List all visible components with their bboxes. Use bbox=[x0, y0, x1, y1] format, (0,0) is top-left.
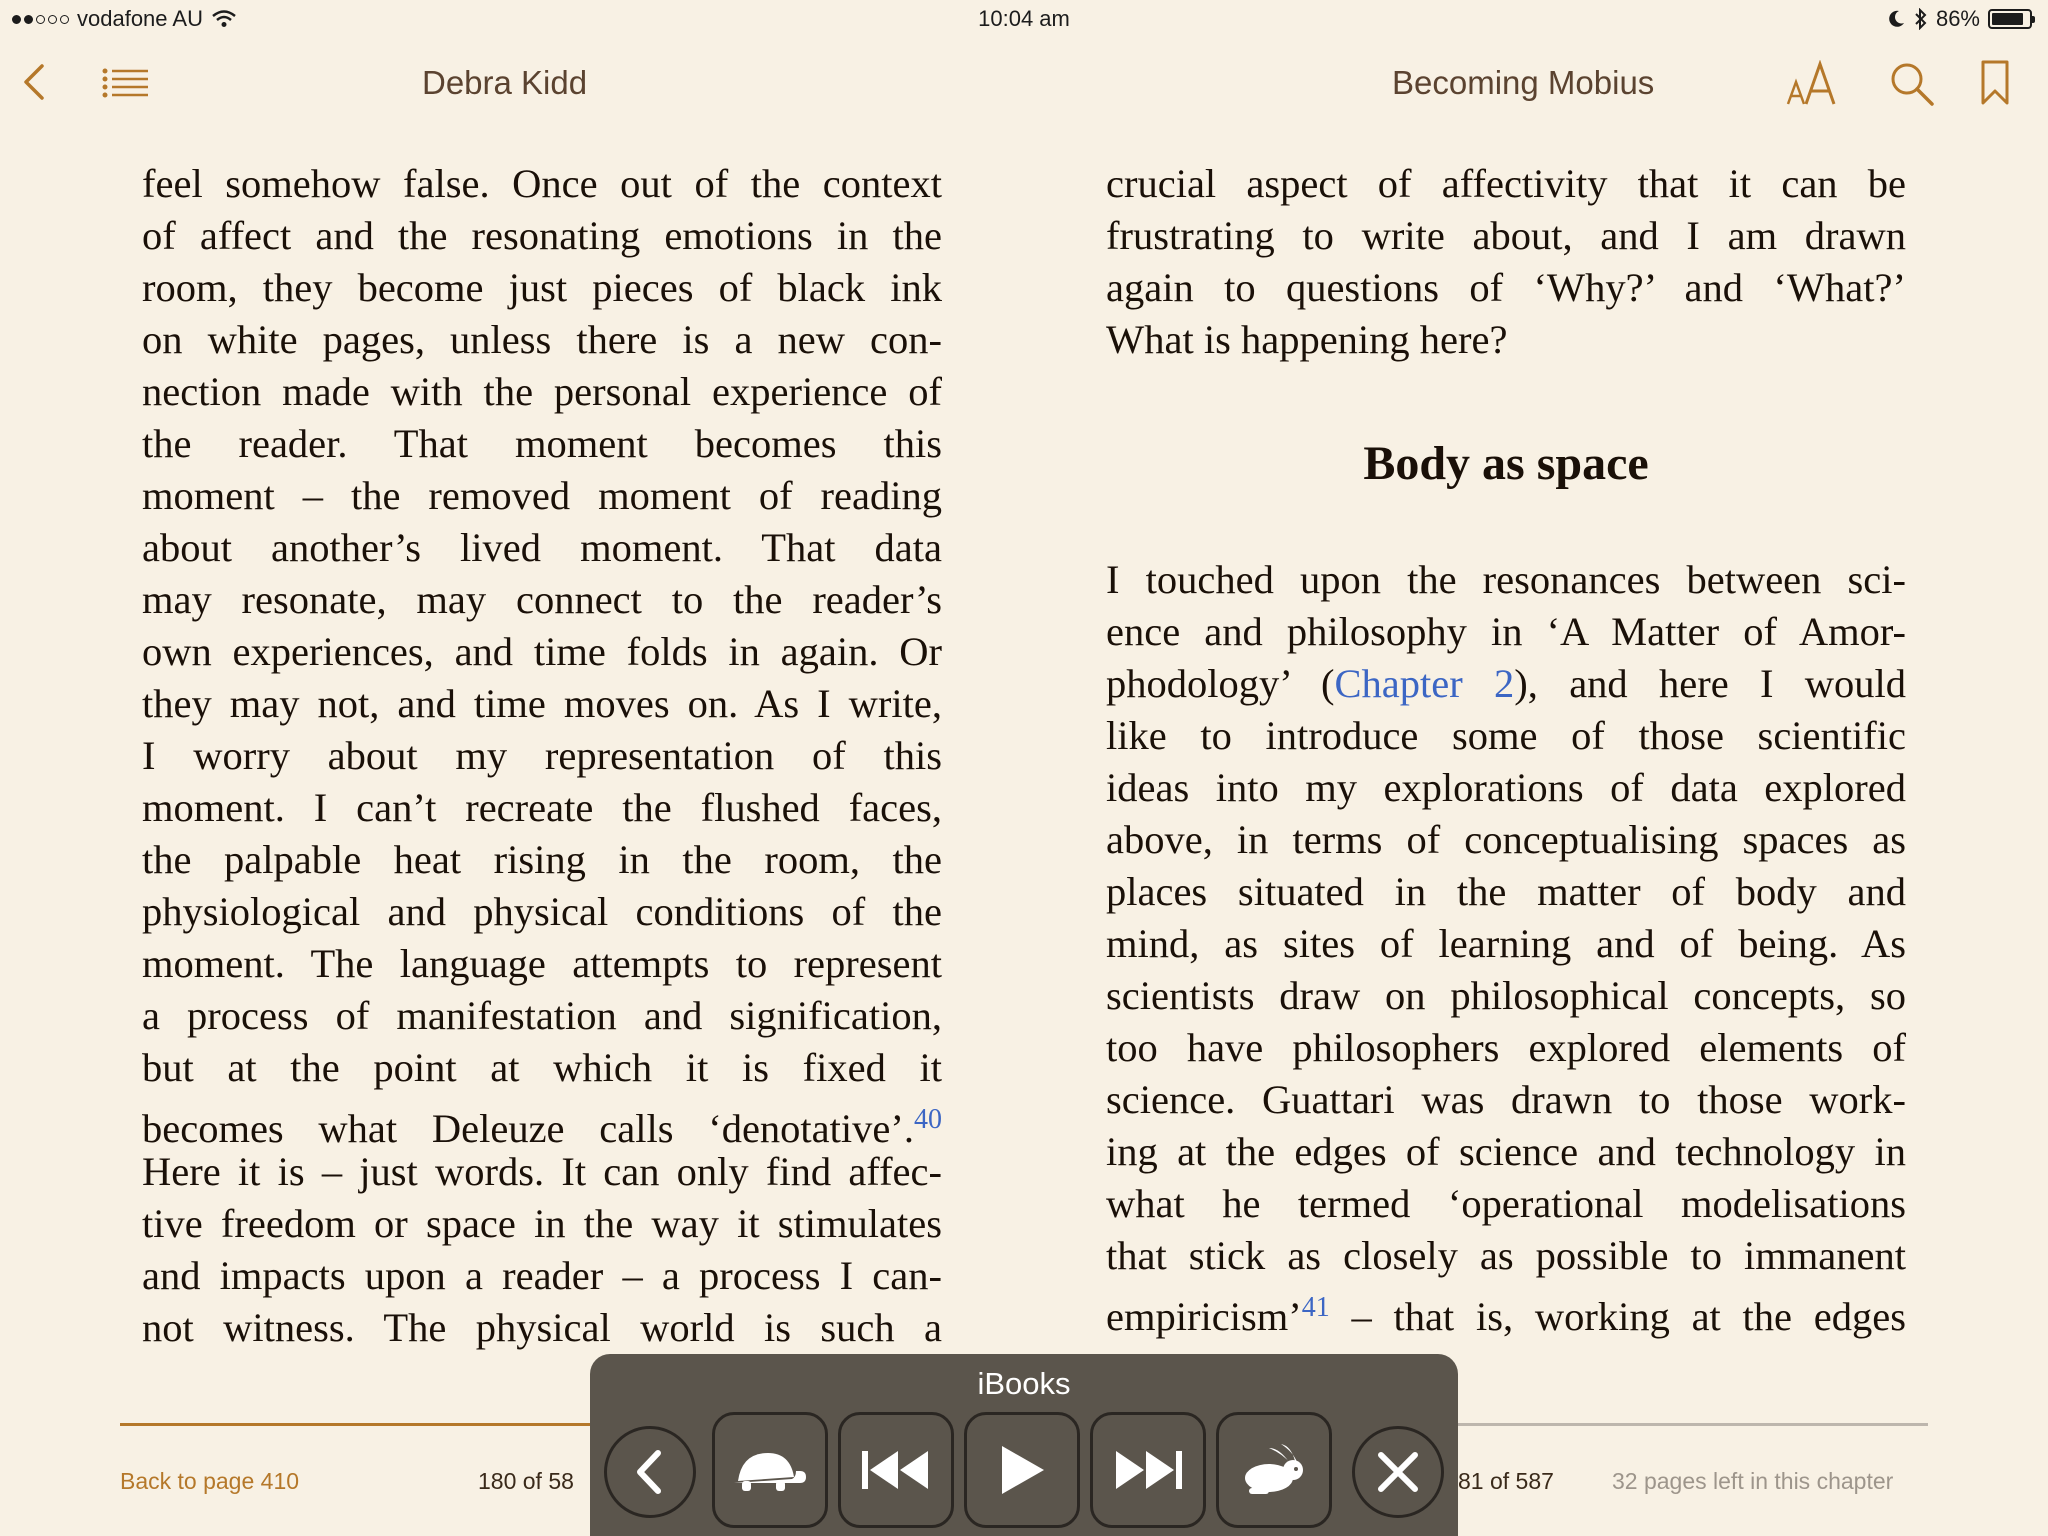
text-line: Here it is – just words. It can only find affec- bbox=[142, 1149, 942, 1194]
text-line: phodology’ (Chapter 2), and here I would bbox=[1106, 661, 1906, 706]
back-chevron-icon[interactable] bbox=[22, 62, 46, 107]
reading-progress-bar[interactable] bbox=[120, 1423, 590, 1426]
text-line: like to introduce some of those scientific bbox=[1106, 713, 1906, 758]
text-line: I worry about my representation of this bbox=[142, 733, 942, 778]
font-size-icon[interactable] bbox=[1786, 60, 1838, 111]
text-line: physiological and physical conditions of the bbox=[142, 889, 942, 934]
slower-button[interactable] bbox=[712, 1412, 828, 1528]
table-of-contents-icon[interactable] bbox=[102, 68, 148, 103]
text-line: the palpable heat rising in the room, the bbox=[142, 837, 942, 882]
text-line: becomes what Deleuze calls ‘denotative’.$^{40}$ bbox=[142, 1104, 942, 1151]
right-page-number: 81 of 587 bbox=[1458, 1468, 1554, 1494]
text-line: moment. The language attempts to represent bbox=[142, 941, 942, 986]
bookmark-icon[interactable] bbox=[1980, 60, 2010, 111]
do-not-disturb-moon-icon bbox=[1886, 9, 1906, 29]
text-line: the reader. That moment becomes this bbox=[142, 421, 942, 466]
play-button[interactable] bbox=[964, 1412, 1080, 1528]
text-line: crucial aspect of affectivity that it can be bbox=[1106, 161, 1906, 206]
status-time: 10:04 am bbox=[978, 6, 1070, 31]
back-button[interactable] bbox=[604, 1426, 696, 1518]
text-line: tive freedom or space in the way it stimulates bbox=[142, 1201, 942, 1246]
back-icon bbox=[630, 1447, 670, 1497]
reading-progress-track[interactable] bbox=[1458, 1423, 1928, 1426]
chapter-2-link[interactable]: Chapter 2 bbox=[1334, 661, 1515, 706]
text-line: that stick as closely as possible to immanent bbox=[1106, 1233, 1906, 1278]
text-line: what he termed ‘operational modelisations bbox=[1106, 1181, 1906, 1226]
text-line: again to questions of ‘Why?’ and ‘What?’ bbox=[1106, 265, 1906, 310]
skip-forward-icon bbox=[1112, 1449, 1184, 1491]
text-line: they may not, and time moves on. As I write, bbox=[142, 681, 942, 726]
footnote-40-link[interactable]: 40 bbox=[914, 1104, 942, 1135]
text-line: What is happening here? bbox=[1106, 317, 1508, 362]
text-line: ence and philosophy in ‘A Matter of Amor- bbox=[1106, 609, 1906, 654]
text-line: science. Guattari was drawn to those work- bbox=[1106, 1077, 1906, 1122]
search-icon[interactable] bbox=[1890, 62, 1934, 111]
text-line: moment. I can’t recreate the flushed faces, bbox=[142, 785, 942, 830]
text-line: frustrating to write about, and I am drawn bbox=[1106, 213, 1906, 258]
text-line: own experiences, and time folds in again. Or bbox=[142, 629, 942, 674]
close-button[interactable] bbox=[1352, 1426, 1444, 1518]
fast-hare-icon bbox=[1239, 1444, 1309, 1496]
close-icon bbox=[1375, 1449, 1421, 1495]
text-line: not witness. The physical world is such a bbox=[142, 1305, 942, 1350]
text-line: of affect and the resonating emotions in the bbox=[142, 213, 942, 258]
text-line: places situated in the matter of body and bbox=[1106, 869, 1906, 914]
pages-left-label: 32 pages left in this chapter bbox=[1612, 1468, 1894, 1494]
text-line: scientists draw on philosophical concepts, so bbox=[1106, 973, 1906, 1018]
text-line: but at the point at which it is fixed it bbox=[142, 1045, 942, 1090]
battery-icon bbox=[1988, 9, 2032, 29]
text-line: room, they become just pieces of black ink bbox=[142, 265, 942, 310]
left-page-number: 180 of 58 bbox=[478, 1468, 574, 1494]
battery-percent: 86% bbox=[1935, 6, 1980, 31]
footnote-41-link[interactable]: 41 bbox=[1301, 1292, 1330, 1323]
reader-toolbar bbox=[0, 40, 2048, 130]
author-title: Debra Kidd bbox=[422, 64, 588, 101]
text-line: ideas into my explorations of data explored bbox=[1106, 765, 1906, 810]
text-line: moment – the removed moment of reading bbox=[142, 473, 942, 518]
text-line: a process of manifestation and signification, bbox=[142, 993, 942, 1038]
text-line: I touched upon the resonances between sci- bbox=[1106, 557, 1906, 602]
faster-button[interactable] bbox=[1216, 1412, 1332, 1528]
right-page bbox=[1106, 158, 1906, 1339]
text-line: about another’s lived moment. That data bbox=[142, 525, 942, 570]
carrier-label: vodafone AU bbox=[77, 6, 203, 31]
text-line: mind, as sites of learning and of being. As bbox=[1106, 921, 1906, 966]
text-line: feel somehow false. Once out of the context bbox=[142, 161, 942, 206]
text-line: and impacts upon a reader – a process I can- bbox=[142, 1253, 942, 1298]
text-line: too have philosophers explored elements of bbox=[1106, 1025, 1906, 1070]
back-to-page-link[interactable]: Back to page 410 bbox=[120, 1468, 300, 1494]
left-page bbox=[142, 158, 942, 1354]
skip-back-button[interactable] bbox=[838, 1412, 954, 1528]
status-bar bbox=[0, 0, 2048, 40]
text-line: on white pages, unless there is a new con- bbox=[142, 317, 942, 362]
skip-back-icon bbox=[860, 1449, 932, 1491]
text-line: ing at the edges of science and technology in bbox=[1106, 1129, 1906, 1174]
skip-forward-button[interactable] bbox=[1090, 1412, 1206, 1528]
ibooks-audio-controls bbox=[590, 1354, 1458, 1536]
text-line: empiricism’$^{41}$ – that is, working at the edges bbox=[1106, 1292, 1906, 1339]
section-heading: Body as space bbox=[1363, 437, 1649, 490]
text-line: above, in terms of conceptualising spaces as bbox=[1106, 817, 1906, 862]
text-line: nection made with the personal experience of bbox=[142, 369, 942, 414]
slow-tortoise-icon bbox=[730, 1447, 810, 1493]
battery-fill bbox=[1992, 13, 2023, 25]
play-icon bbox=[998, 1444, 1046, 1496]
bluetooth-icon bbox=[1914, 8, 1928, 30]
book-title: Becoming Mobius bbox=[1392, 64, 1655, 101]
overlay-title: iBooks bbox=[977, 1366, 1071, 1401]
text-line: may resonate, may connect to the reader’s bbox=[142, 577, 942, 622]
